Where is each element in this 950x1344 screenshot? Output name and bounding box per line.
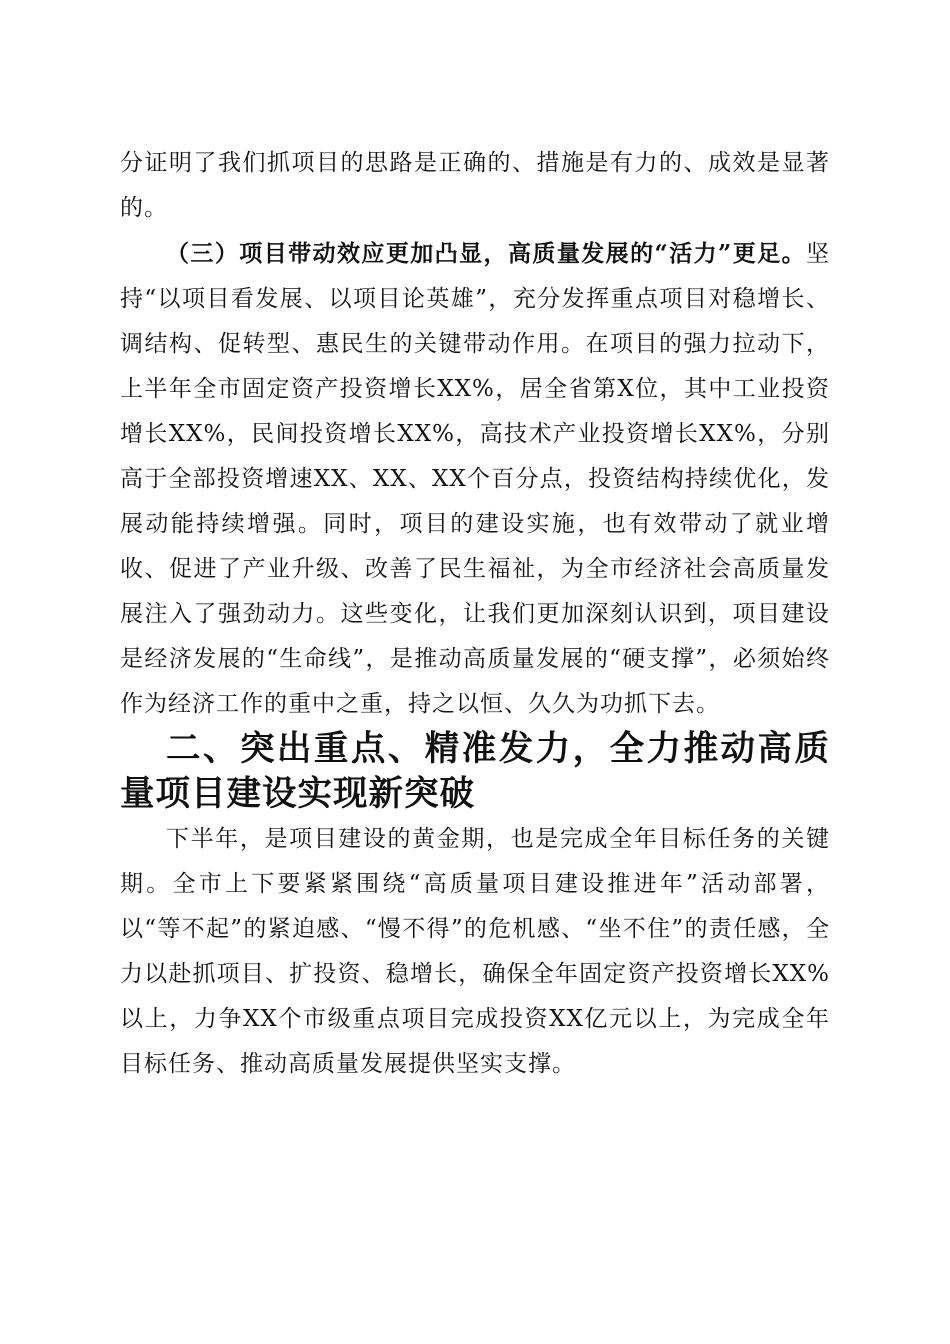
paragraph-section-three	[120, 231, 830, 727]
paragraph-continuation: 分证明了我们抓项目的思路是正确的、措施是有力的、成效是显著的。	[120, 150, 830, 221]
document-page	[120, 141, 830, 1087]
paragraph-second-half-year: 下半年，是项目建设的黄金期，也是完成全年目标任务的关键期。全市上下要紧紧围绕“高质量项目建设推进年”活动部署，以“等不起”的紧迫感、“慢不得”的危机感、“坐不住”的责任感，全力以赴抓项目、扩投资、稳增长，确保全年固定资产投资增长XX%以上，力争XX个市级重点项目完成投资XX亿元以上，为完成全年目标任务、推动高质量发展提供坚实支撑。	[120, 826, 830, 1077]
paragraph-section-three-body: 坚持“以项目看发展、以项目论英雄”，充分发挥重点项目对稳增长、调结构、促转型、惠民生的关键带动作用。在项目的强力拉动下，上半年全市固定资产投资增长XX%，居全省第X位，其中工业投资增长XX%，民间投资增长XX%，高技术产业投资增长XX%，分别高于全部投资增速XX、XX、XX个百分点，投资结构持续优化，发展动能持续增强。同时，项目的建设实施，也有效带动了就业增收、促进了产业升级、改善了民生福祉，为全市经济社会高质量发展注入了强劲动力。这些变化，让我们更加深刻认识到，项目建设是经济发展的“生命线”，是推动高质量发展的“硬支撑”，必须始终作为经济工作的重中之重，持之以恒、久久为功抓下去。	[120, 241, 830, 717]
section-heading-two: 二、突出重点、精准发力，全力推动高质量项目建设实现新突破	[120, 729, 830, 814]
subheading-section-three: （三）项目带动效应更加凸显，高质量发展的“活力”更足。	[166, 240, 806, 267]
